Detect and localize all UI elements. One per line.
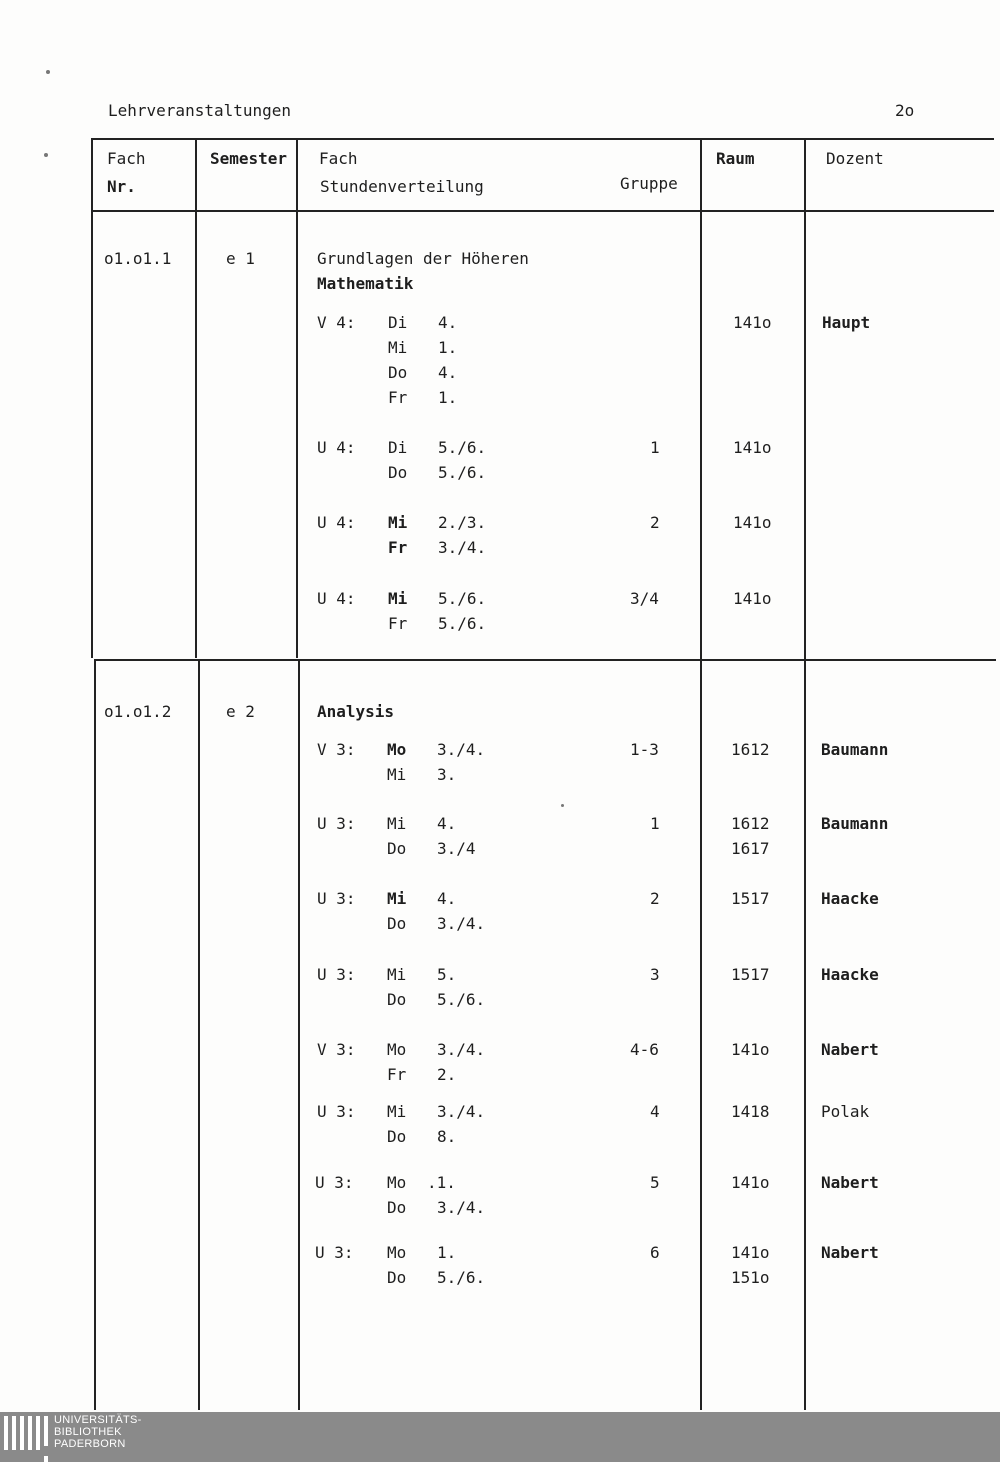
- entry-type: V 3:: [317, 1040, 356, 1059]
- entry-dozent: Nabert: [821, 1173, 879, 1192]
- entry-day: Mo: [387, 1243, 407, 1262]
- entry-gruppe: 5: [650, 1173, 660, 1192]
- library-name-line1: UNIVERSITÄTS-: [54, 1414, 142, 1426]
- entry-day: Do: [387, 990, 407, 1009]
- scan-speck: [561, 804, 564, 807]
- col-divider-fach: [296, 138, 298, 658]
- entry-hour: 1.: [438, 388, 458, 407]
- entry-hour: 3./4.: [437, 740, 486, 759]
- page-number: 2o: [895, 101, 915, 120]
- entry-hour: 2.: [437, 1065, 457, 1084]
- col-divider-fach: [298, 660, 300, 1410]
- entry-raum: 1612: [731, 814, 770, 833]
- col-header-fach-nr: Fach: [107, 149, 146, 168]
- course-title-line2: Mathematik: [317, 274, 414, 293]
- entry-raum: 141o: [731, 1243, 770, 1262]
- entry-dozent: Polak: [821, 1102, 870, 1121]
- course-title: Grundlagen der Höheren: [317, 249, 529, 268]
- entry-hour: 4.: [437, 889, 457, 908]
- entry-gruppe: 2: [650, 513, 660, 532]
- entry-day: Fr: [388, 538, 408, 557]
- entry-gruppe: 6: [650, 1243, 660, 1262]
- entry-type: U 4:: [317, 589, 356, 608]
- entry-hour: .1.: [427, 1173, 456, 1192]
- entry-hour: 5./6.: [437, 990, 486, 1009]
- entry-raum: 151o: [731, 1268, 770, 1287]
- entry-gruppe: 1: [650, 814, 660, 833]
- entry-raum: 141o: [733, 313, 772, 332]
- entry-day: Mo: [387, 740, 407, 759]
- entry-hour: 3./4: [437, 839, 476, 858]
- entry-day: Do: [387, 1198, 407, 1217]
- table-top-border: [92, 138, 994, 140]
- col-header-dozent: Dozent: [826, 149, 884, 168]
- entry-day: Mi: [387, 765, 407, 784]
- col-divider-semester: [195, 138, 197, 658]
- scan-speck: [44, 153, 48, 157]
- entry-gruppe: 2: [650, 889, 660, 908]
- entry-hour: 1.: [437, 1243, 457, 1262]
- page-header-title: Lehrveranstaltungen: [108, 101, 292, 120]
- entry-hour: 4.: [437, 814, 457, 833]
- entry-day: Do: [387, 839, 407, 858]
- col-header-gruppe: Gruppe: [620, 174, 678, 193]
- course-semester: e 1: [226, 249, 255, 268]
- entry-day: Mo: [387, 1173, 407, 1192]
- entry-dozent: Baumann: [821, 740, 889, 759]
- entry-raum: 1612: [731, 740, 770, 759]
- entry-hour: 5.: [437, 965, 457, 984]
- table-left-border: [91, 138, 93, 658]
- entry-day: Do: [388, 363, 408, 382]
- library-name-line2: BIBLIOTHEK: [54, 1426, 122, 1438]
- header-bottom-border: [92, 210, 994, 212]
- entry-type: U 3:: [317, 1102, 356, 1121]
- entry-dozent: Nabert: [821, 1243, 879, 1262]
- entry-type: U 3:: [315, 1243, 354, 1262]
- entry-day: Do: [387, 1268, 407, 1287]
- entry-type: U 3:: [317, 965, 356, 984]
- course-nr: o1.o1.1: [104, 249, 172, 268]
- entry-hour: 2./3.: [438, 513, 487, 532]
- entry-hour: 1.: [438, 338, 458, 357]
- entry-type: U 3:: [315, 1173, 354, 1192]
- library-footer: [0, 1412, 1000, 1462]
- course-nr: o1.o1.2: [104, 702, 172, 721]
- entry-hour: 3./4.: [438, 538, 487, 557]
- entry-gruppe: 4-6: [630, 1040, 659, 1059]
- entry-day: Mo: [387, 1040, 407, 1059]
- col-divider-dozent: [804, 138, 806, 1410]
- col-header-raum: Raum: [716, 149, 755, 168]
- entry-day: Fr: [388, 614, 408, 633]
- entry-dozent: Baumann: [821, 814, 889, 833]
- entry-day: Fr: [387, 1065, 407, 1084]
- entry-day: Mi: [387, 889, 407, 908]
- library-name: [54, 1414, 142, 1450]
- entry-raum: 141o: [733, 589, 772, 608]
- entry-gruppe: 3: [650, 965, 660, 984]
- entry-dozent: Haupt: [822, 313, 871, 332]
- entry-hour: 3./4.: [437, 1102, 486, 1121]
- entry-type: U 3:: [317, 889, 356, 908]
- entry-hour: 5./6.: [438, 589, 487, 608]
- scan-speck: [46, 70, 50, 74]
- course-semester: e 2: [226, 702, 255, 721]
- entry-gruppe: 1: [650, 438, 660, 457]
- entry-dozent: Nabert: [821, 1040, 879, 1059]
- entry-hour: 4.: [438, 313, 458, 332]
- col-divider-raum: [700, 138, 702, 1410]
- entry-day: Do: [388, 463, 408, 482]
- entry-hour: 4.: [438, 363, 458, 382]
- entry-gruppe: 4: [650, 1102, 660, 1121]
- entry-gruppe: 1-3: [630, 740, 659, 759]
- entry-day: Mi: [388, 338, 408, 357]
- entry-hour: 5./6.: [438, 438, 487, 457]
- entry-day: Mi: [387, 1102, 407, 1121]
- col-header-stundenverteilung: Stundenverteilung: [320, 177, 484, 196]
- entry-hour: 3.: [437, 765, 457, 784]
- entry-day: Mi: [387, 965, 407, 984]
- course-title: Analysis: [317, 702, 395, 721]
- entry-dozent: Haacke: [821, 965, 879, 984]
- entry-raum: 1617: [731, 839, 770, 858]
- entry-hour: 5./6.: [438, 463, 487, 482]
- entry-raum: 141o: [731, 1173, 770, 1192]
- col-header-fach-nr-2: Nr.: [107, 177, 136, 196]
- entry-day: Fr: [388, 388, 408, 407]
- entry-day: Mi: [388, 513, 408, 532]
- table-left-border: [94, 660, 96, 1410]
- entry-hour: 5./6.: [437, 1268, 486, 1287]
- entry-hour: 3./4.: [437, 1198, 486, 1217]
- entry-hour: 3./4.: [437, 1040, 486, 1059]
- col-divider-semester: [198, 660, 200, 1410]
- library-name-line3: PADERBORN: [54, 1438, 126, 1450]
- entry-raum: 141o: [733, 513, 772, 532]
- entry-raum: 141o: [731, 1040, 770, 1059]
- entry-day: Do: [387, 1127, 407, 1146]
- col-header-semester: Semester: [210, 149, 288, 168]
- entry-dozent: Haacke: [821, 889, 879, 908]
- entry-day: Do: [387, 914, 407, 933]
- entry-raum: 141o: [733, 438, 772, 457]
- entry-raum: 1517: [731, 965, 770, 984]
- entry-gruppe: 3/4: [630, 589, 659, 608]
- entry-day: Di: [388, 313, 408, 332]
- entry-day: Di: [388, 438, 408, 457]
- entry-raum: 1418: [731, 1102, 770, 1121]
- library-logo-icon: [4, 1416, 48, 1458]
- entry-raum: 1517: [731, 889, 770, 908]
- section-divider: [94, 659, 996, 661]
- entry-type: U 3:: [317, 814, 356, 833]
- entry-type: U 4:: [317, 513, 356, 532]
- entry-type: V 3:: [317, 740, 356, 759]
- entry-hour: 3./4.: [437, 914, 486, 933]
- entry-hour: 5./6.: [438, 614, 487, 633]
- col-header-fach: Fach: [319, 149, 358, 168]
- entry-day: Mi: [388, 589, 408, 608]
- entry-day: Mi: [387, 814, 407, 833]
- entry-type: V 4:: [317, 313, 356, 332]
- entry-type: U 4:: [317, 438, 356, 457]
- entry-hour: 8.: [437, 1127, 457, 1146]
